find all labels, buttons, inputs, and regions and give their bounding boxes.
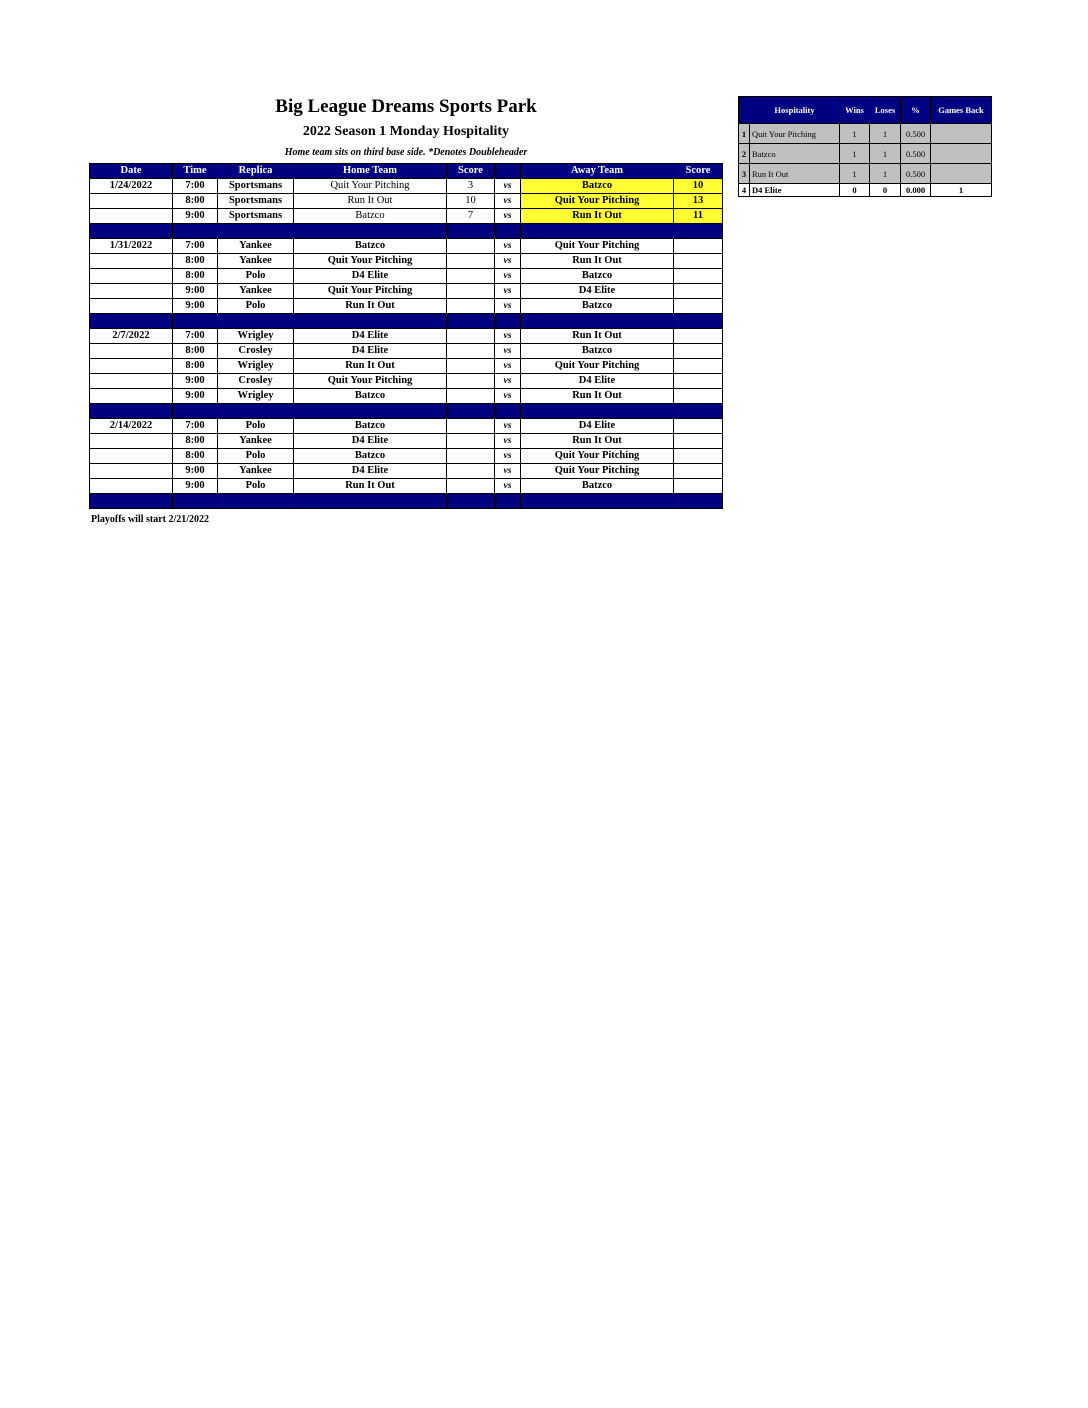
away-score xyxy=(674,284,723,299)
away-team: D4 Elite xyxy=(521,374,674,389)
home-team: D4 Elite xyxy=(294,464,447,479)
separator-row xyxy=(90,494,723,509)
home-score xyxy=(447,389,495,404)
game-replica: Yankee xyxy=(218,239,294,254)
standings-team: Batzco xyxy=(750,144,840,164)
game-date-empty xyxy=(90,209,173,224)
home-team: Batzco xyxy=(294,419,447,434)
playoffs-note: Playoffs will start 2/21/2022 xyxy=(91,514,210,525)
away-team: Quit Your Pitching xyxy=(521,194,674,209)
game-replica: Sportsmans xyxy=(218,194,294,209)
separator-row xyxy=(90,404,723,419)
home-team: Quit Your Pitching xyxy=(294,179,447,194)
game-date: 2/7/2022 xyxy=(90,329,173,344)
col-rank-header xyxy=(739,97,750,124)
game-date-empty xyxy=(90,464,173,479)
schedule-note: Home team sits on third base side. *Denotes Doubleheader xyxy=(284,147,528,158)
home-team: D4 Elite xyxy=(294,329,447,344)
standings-pct: 0.000 xyxy=(901,184,931,197)
col-home-team-header: Home Team xyxy=(294,164,447,179)
home-team: Run It Out xyxy=(294,359,447,374)
vs-label: vs xyxy=(495,389,521,404)
away-score xyxy=(674,449,723,464)
standings-header-row xyxy=(739,97,992,124)
standings-wins: 1 xyxy=(840,124,870,144)
standings-loses: 1 xyxy=(870,144,901,164)
standings-row xyxy=(739,184,992,197)
col-hospitality-header: Hospitality xyxy=(750,97,840,124)
game-replica: Polo xyxy=(218,479,294,494)
game-date-empty xyxy=(90,269,173,284)
away-score xyxy=(674,374,723,389)
away-score xyxy=(674,419,723,434)
game-time: 9:00 xyxy=(173,299,218,314)
away-score xyxy=(674,464,723,479)
vs-label: vs xyxy=(495,329,521,344)
standings-team: D4 Elite xyxy=(750,184,840,197)
game-time: 8:00 xyxy=(173,449,218,464)
away-team: Run It Out xyxy=(521,389,674,404)
table-row xyxy=(90,239,723,254)
home-score xyxy=(447,434,495,449)
game-replica: Polo xyxy=(218,269,294,284)
standings-team: Run It Out xyxy=(750,164,840,184)
table-row xyxy=(90,329,723,344)
game-date-empty xyxy=(90,449,173,464)
away-team: Run It Out xyxy=(521,209,674,224)
standings-row xyxy=(739,164,992,184)
vs-label: vs xyxy=(495,269,521,284)
away-team: Batzco xyxy=(521,269,674,284)
away-team: Batzco xyxy=(521,299,674,314)
game-date-empty xyxy=(90,389,173,404)
away-team: Batzco xyxy=(521,179,674,194)
game-date-empty xyxy=(90,194,173,209)
home-score xyxy=(447,344,495,359)
away-team: D4 Elite xyxy=(521,419,674,434)
col-time-header: Time xyxy=(173,164,218,179)
vs-label: vs xyxy=(495,254,521,269)
away-team: Quit Your Pitching xyxy=(521,449,674,464)
home-score xyxy=(447,374,495,389)
home-score xyxy=(447,239,495,254)
away-score xyxy=(674,239,723,254)
away-score xyxy=(674,359,723,374)
game-time: 8:00 xyxy=(173,359,218,374)
home-score xyxy=(447,269,495,284)
game-date-empty xyxy=(90,434,173,449)
home-score xyxy=(447,329,495,344)
vs-label: vs xyxy=(495,299,521,314)
game-time: 9:00 xyxy=(173,389,218,404)
game-replica: Yankee xyxy=(218,254,294,269)
standings-loses: 0 xyxy=(870,184,901,197)
away-score xyxy=(674,329,723,344)
away-score xyxy=(674,299,723,314)
standings-wins: 0 xyxy=(840,184,870,197)
game-date-empty xyxy=(90,284,173,299)
away-team: Quit Your Pitching xyxy=(521,239,674,254)
col-away-team-header: Away Team xyxy=(521,164,674,179)
game-time: 9:00 xyxy=(173,479,218,494)
game-replica: Yankee xyxy=(218,464,294,479)
col-replica-header: Replica xyxy=(218,164,294,179)
home-team: Batzco xyxy=(294,209,447,224)
col-home-score-header: Score xyxy=(447,164,495,179)
standings-row xyxy=(739,124,992,144)
game-time: 9:00 xyxy=(173,209,218,224)
game-time: 8:00 xyxy=(173,344,218,359)
col-games-back-header: Games Back xyxy=(931,97,992,124)
away-score xyxy=(674,389,723,404)
home-score xyxy=(447,359,495,374)
home-score xyxy=(447,284,495,299)
game-replica: Polo xyxy=(218,449,294,464)
away-team: D4 Elite xyxy=(521,284,674,299)
game-replica: Polo xyxy=(218,419,294,434)
vs-label: vs xyxy=(495,419,521,434)
game-replica: Yankee xyxy=(218,434,294,449)
away-score: 13 xyxy=(674,194,723,209)
vs-label: vs xyxy=(495,209,521,224)
away-score xyxy=(674,434,723,449)
standings-row xyxy=(739,144,992,164)
game-replica: Crosley xyxy=(218,374,294,389)
table-row xyxy=(90,344,723,359)
home-team: Batzco xyxy=(294,389,447,404)
vs-label: vs xyxy=(495,434,521,449)
away-score xyxy=(674,344,723,359)
game-replica: Yankee xyxy=(218,284,294,299)
standings-loses: 1 xyxy=(870,124,901,144)
home-team: Quit Your Pitching xyxy=(294,374,447,389)
standings-gb xyxy=(931,124,992,144)
schedule-header-row xyxy=(90,164,723,179)
game-time: 7:00 xyxy=(173,419,218,434)
table-row xyxy=(90,479,723,494)
vs-label: vs xyxy=(495,359,521,374)
standings-team: Quit Your Pitching xyxy=(750,124,840,144)
home-score xyxy=(447,479,495,494)
page-subtitle: 2022 Season 1 Monday Hospitality xyxy=(302,124,510,139)
separator-row xyxy=(90,314,723,329)
game-date-empty xyxy=(90,299,173,314)
standings-gb xyxy=(931,144,992,164)
game-date: 1/31/2022 xyxy=(90,239,173,254)
game-date-empty xyxy=(90,374,173,389)
away-score xyxy=(674,479,723,494)
game-time: 9:00 xyxy=(173,374,218,389)
away-score xyxy=(674,254,723,269)
home-score xyxy=(447,449,495,464)
away-score: 10 xyxy=(674,179,723,194)
col-pct-header: % xyxy=(901,97,931,124)
away-score: 11 xyxy=(674,209,723,224)
table-row xyxy=(90,194,723,209)
table-row xyxy=(90,359,723,374)
separator-row xyxy=(90,224,723,239)
table-row xyxy=(90,284,723,299)
standings-rank: 1 xyxy=(739,124,750,144)
game-time: 7:00 xyxy=(173,239,218,254)
standings-wins: 1 xyxy=(840,144,870,164)
col-date-header: Date xyxy=(90,164,173,179)
away-team: Run It Out xyxy=(521,329,674,344)
table-row xyxy=(90,179,723,194)
home-score xyxy=(447,464,495,479)
home-team: D4 Elite xyxy=(294,269,447,284)
vs-label: vs xyxy=(495,374,521,389)
schedule-table xyxy=(89,163,723,509)
home-score: 7 xyxy=(447,209,495,224)
vs-label: vs xyxy=(495,284,521,299)
home-team: Run It Out xyxy=(294,299,447,314)
home-score: 10 xyxy=(447,194,495,209)
game-date-empty xyxy=(90,359,173,374)
standings-gb xyxy=(931,164,992,184)
vs-label: vs xyxy=(495,239,521,254)
standings-rank: 3 xyxy=(739,164,750,184)
table-row xyxy=(90,389,723,404)
standings-rank: 4 xyxy=(739,184,750,197)
standings-gb: 1 xyxy=(931,184,992,197)
away-team: Run It Out xyxy=(521,254,674,269)
away-score xyxy=(674,269,723,284)
game-time: 8:00 xyxy=(173,194,218,209)
home-score xyxy=(447,299,495,314)
away-team: Batzco xyxy=(521,479,674,494)
away-team: Batzco xyxy=(521,344,674,359)
game-replica: Crosley xyxy=(218,344,294,359)
game-time: 9:00 xyxy=(173,284,218,299)
standings-loses: 1 xyxy=(870,164,901,184)
away-team: Quit Your Pitching xyxy=(521,359,674,374)
standings-pct: 0.500 xyxy=(901,164,931,184)
home-score xyxy=(447,419,495,434)
game-time: 7:00 xyxy=(173,179,218,194)
home-team: Batzco xyxy=(294,449,447,464)
table-row xyxy=(90,449,723,464)
vs-label: vs xyxy=(495,344,521,359)
home-score xyxy=(447,254,495,269)
col-loses-header: Loses xyxy=(870,97,901,124)
game-replica: Sportsmans xyxy=(218,179,294,194)
home-team: Quit Your Pitching xyxy=(294,254,447,269)
vs-label: vs xyxy=(495,179,521,194)
col-wins-header: Wins xyxy=(840,97,870,124)
game-date-empty xyxy=(90,479,173,494)
vs-label: vs xyxy=(495,464,521,479)
standings-table xyxy=(738,96,992,197)
vs-label: vs xyxy=(495,449,521,464)
table-row xyxy=(90,254,723,269)
table-row xyxy=(90,299,723,314)
home-team: Run It Out xyxy=(294,194,447,209)
game-time: 8:00 xyxy=(173,269,218,284)
game-date-empty xyxy=(90,254,173,269)
game-time: 7:00 xyxy=(173,329,218,344)
game-replica: Wrigley xyxy=(218,329,294,344)
game-replica: Wrigley xyxy=(218,359,294,374)
home-team: Batzco xyxy=(294,239,447,254)
table-row xyxy=(90,464,723,479)
standings-rank: 2 xyxy=(739,144,750,164)
game-time: 8:00 xyxy=(173,254,218,269)
standings-pct: 0.500 xyxy=(901,124,931,144)
vs-label: vs xyxy=(495,479,521,494)
home-team: Quit Your Pitching xyxy=(294,284,447,299)
table-row xyxy=(90,209,723,224)
col-vs-header xyxy=(495,164,521,179)
page-title: Big League Dreams Sports Park xyxy=(275,96,537,117)
game-time: 9:00 xyxy=(173,464,218,479)
col-away-score-header: Score xyxy=(674,164,723,179)
table-row xyxy=(90,374,723,389)
table-row xyxy=(90,434,723,449)
vs-label: vs xyxy=(495,194,521,209)
game-date: 2/14/2022 xyxy=(90,419,173,434)
standings-pct: 0.500 xyxy=(901,144,931,164)
home-team: D4 Elite xyxy=(294,434,447,449)
home-score: 3 xyxy=(447,179,495,194)
home-team: D4 Elite xyxy=(294,344,447,359)
table-row xyxy=(90,269,723,284)
game-replica: Sportsmans xyxy=(218,209,294,224)
away-team: Run It Out xyxy=(521,434,674,449)
away-team: Quit Your Pitching xyxy=(521,464,674,479)
standings-wins: 1 xyxy=(840,164,870,184)
game-replica: Polo xyxy=(218,299,294,314)
home-team: Run It Out xyxy=(294,479,447,494)
game-date-empty xyxy=(90,344,173,359)
game-time: 8:00 xyxy=(173,434,218,449)
table-row xyxy=(90,419,723,434)
game-replica: Wrigley xyxy=(218,389,294,404)
game-date: 1/24/2022 xyxy=(90,179,173,194)
